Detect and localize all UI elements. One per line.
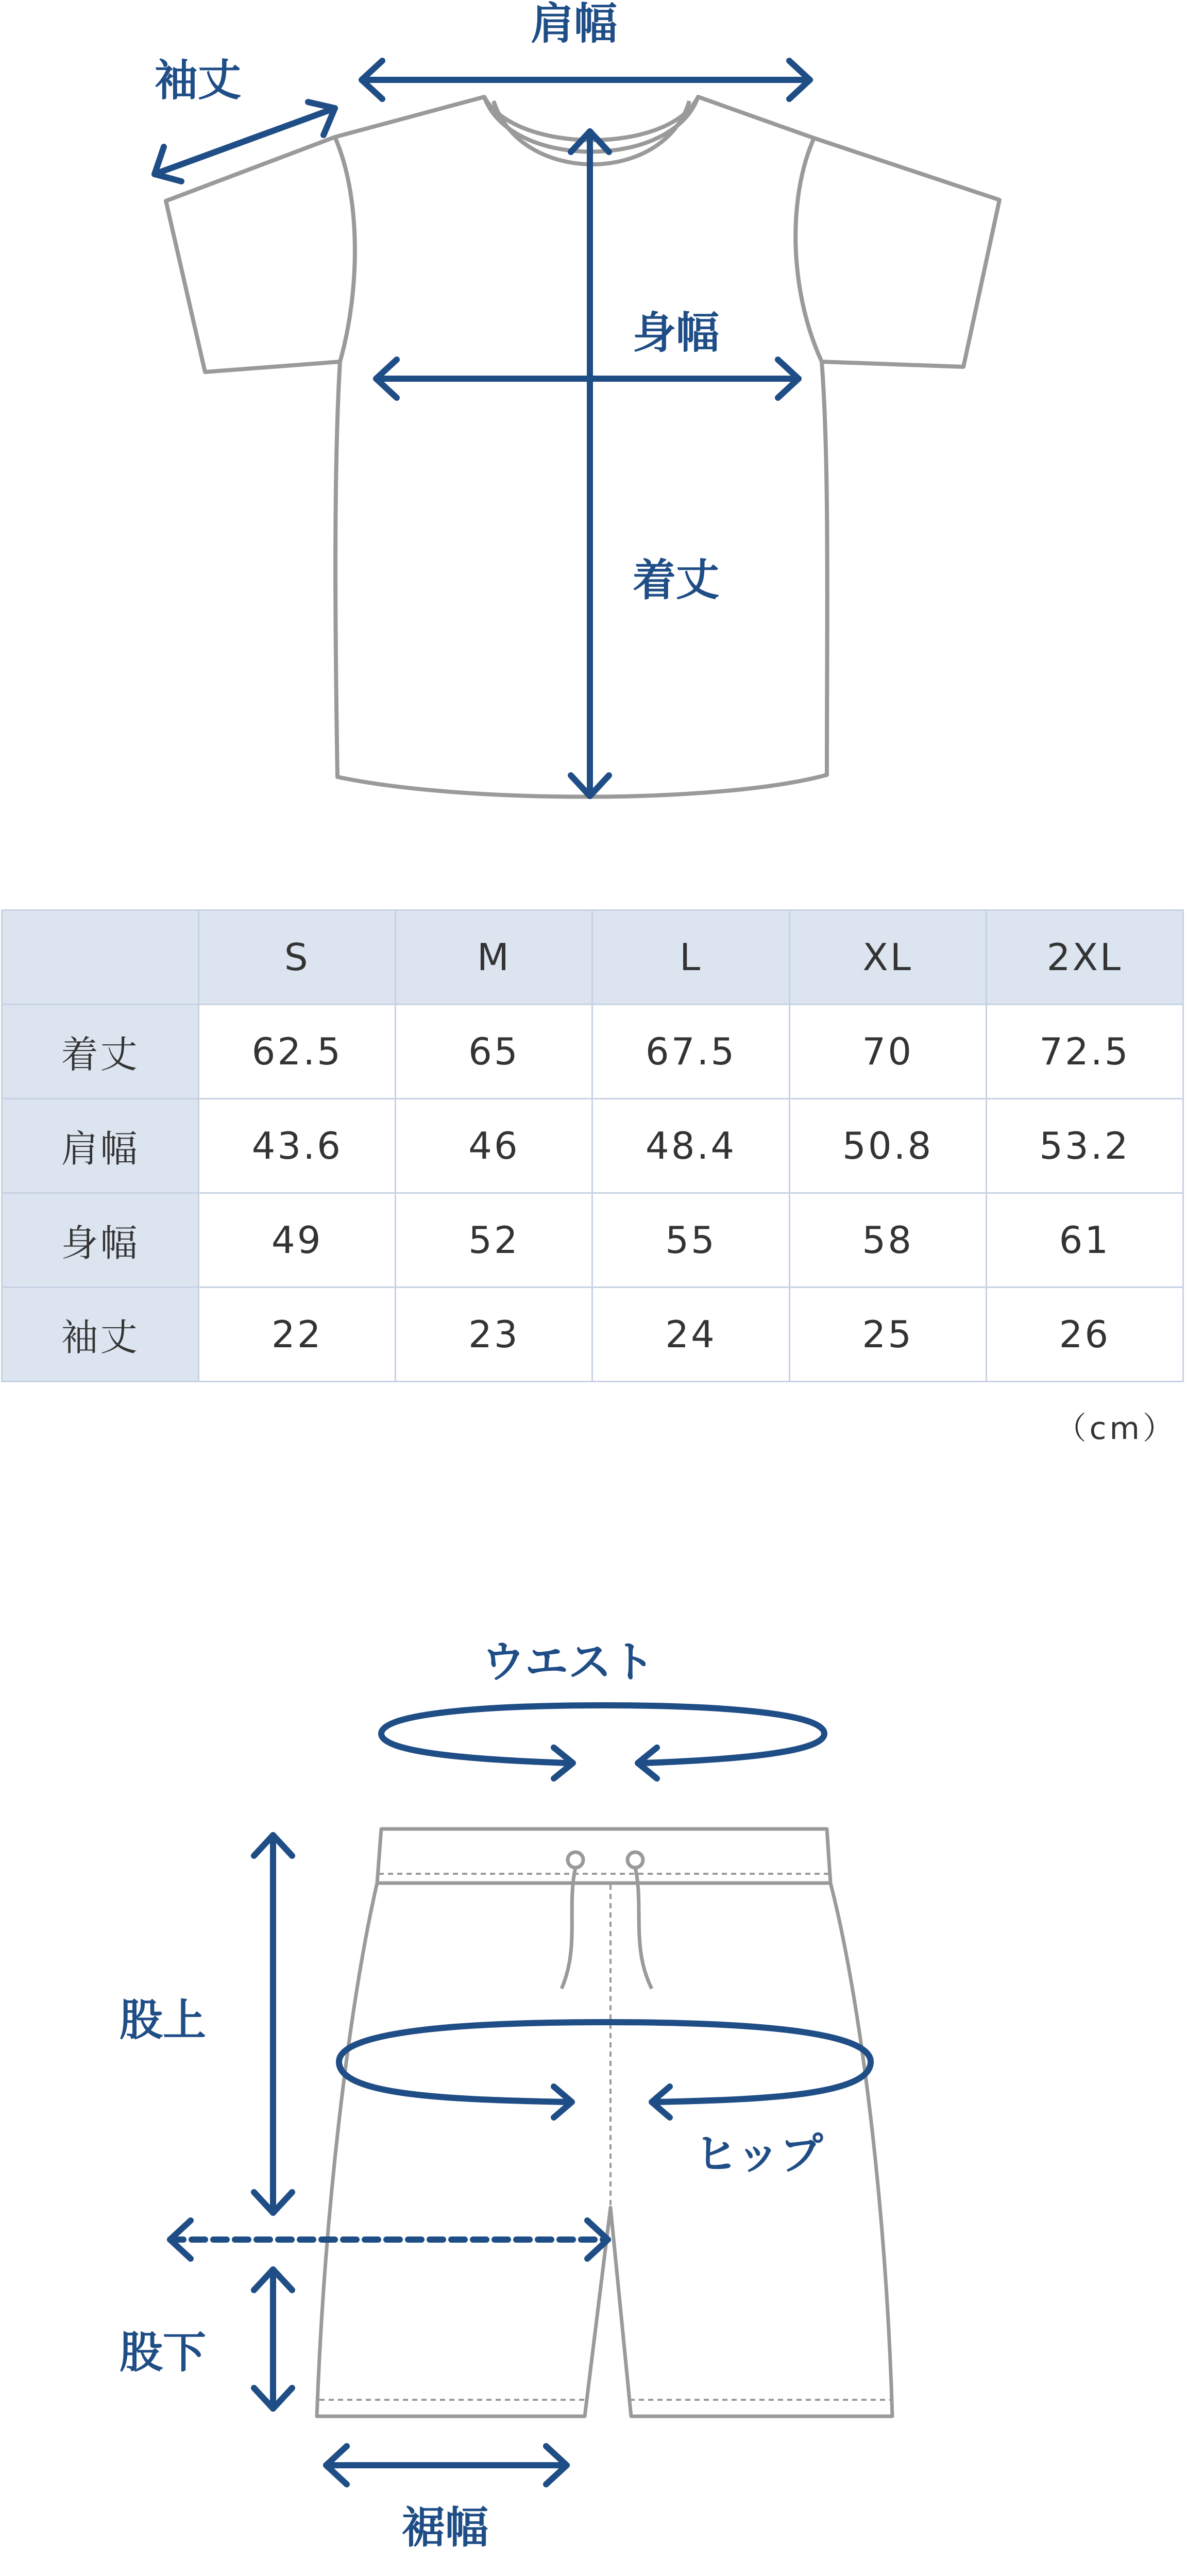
- tshirt-diagram: [0, 0, 1187, 824]
- tshirt-size-table: [1, 909, 1184, 1382]
- sleeve-length-label: 袖丈: [155, 55, 242, 106]
- measurement-cell: 61: [986, 1193, 1183, 1287]
- measurement-cell: 52: [396, 1193, 592, 1287]
- shorts-waistband: [377, 1829, 830, 1883]
- size-header-cell: L: [592, 910, 789, 1005]
- shorts-illustration: [0, 1587, 1187, 2576]
- row-header-cell: 着丈: [2, 1005, 199, 1099]
- sleeve-length-arrow: [155, 108, 335, 174]
- measurement-cell: 46: [396, 1099, 592, 1193]
- waist-arrow: [381, 1705, 824, 1763]
- table-row: [2, 1005, 1183, 1099]
- tshirt-illustration: [0, 0, 1187, 824]
- body-length-label: 着丈: [633, 555, 720, 605]
- size-header-row: [2, 910, 1183, 1005]
- tshirt-armhole-right: [795, 138, 822, 362]
- table-row: [2, 1099, 1183, 1193]
- shorts-diagram: [0, 1587, 1187, 2576]
- measurement-cell: 23: [396, 1287, 592, 1382]
- measurement-cell: 48.4: [592, 1099, 789, 1193]
- measurement-cell: 25: [789, 1287, 986, 1382]
- tshirt-outline: [166, 97, 999, 797]
- measurement-cell: 49: [199, 1193, 396, 1287]
- tshirt-unit-label: （cm）: [1055, 1411, 1177, 1447]
- size-header-cell: M: [396, 910, 592, 1005]
- measurement-cell: 43.6: [199, 1099, 396, 1193]
- body-width-label: 身幅: [633, 308, 720, 358]
- row-header-cell: 袖丈: [2, 1287, 199, 1382]
- table-corner-cell: [2, 910, 199, 1005]
- tshirt-armhole-left: [335, 137, 355, 362]
- size-header-cell: 2XL: [986, 910, 1183, 1005]
- measurement-cell: 26: [986, 1287, 1183, 1382]
- measurement-cell: 65: [396, 1005, 592, 1099]
- table-row: [2, 1287, 1183, 1382]
- hem-width-label: 裾幅: [402, 2502, 489, 2553]
- measurement-cell: 58: [789, 1193, 986, 1287]
- measurement-cell: 50.8: [789, 1099, 986, 1193]
- hip-arrow: [339, 2022, 871, 2102]
- measurement-cell: 70: [789, 1005, 986, 1099]
- shoulder-width-label: 肩幅: [531, 0, 618, 49]
- hip-label: ヒップ: [694, 2129, 823, 2179]
- measurement-cell: 62.5: [199, 1005, 396, 1099]
- size-header-cell: XL: [789, 910, 986, 1005]
- waist-label: ウエスト: [482, 1637, 655, 1687]
- measurement-cell: 67.5: [592, 1005, 789, 1099]
- rise-label: 股上: [120, 1995, 207, 2045]
- row-header-cell: 身幅: [2, 1193, 199, 1287]
- measurement-cell: 24: [592, 1287, 789, 1382]
- measurement-cell: 53.2: [986, 1099, 1183, 1193]
- table-row: [2, 1193, 1183, 1287]
- size-header-cell: S: [199, 910, 396, 1005]
- row-header-cell: 肩幅: [2, 1099, 199, 1193]
- inseam-label: 股下: [120, 2327, 207, 2378]
- measurement-cell: 55: [592, 1193, 789, 1287]
- measurement-cell: 22: [199, 1287, 396, 1382]
- measurement-cell: 72.5: [986, 1005, 1183, 1099]
